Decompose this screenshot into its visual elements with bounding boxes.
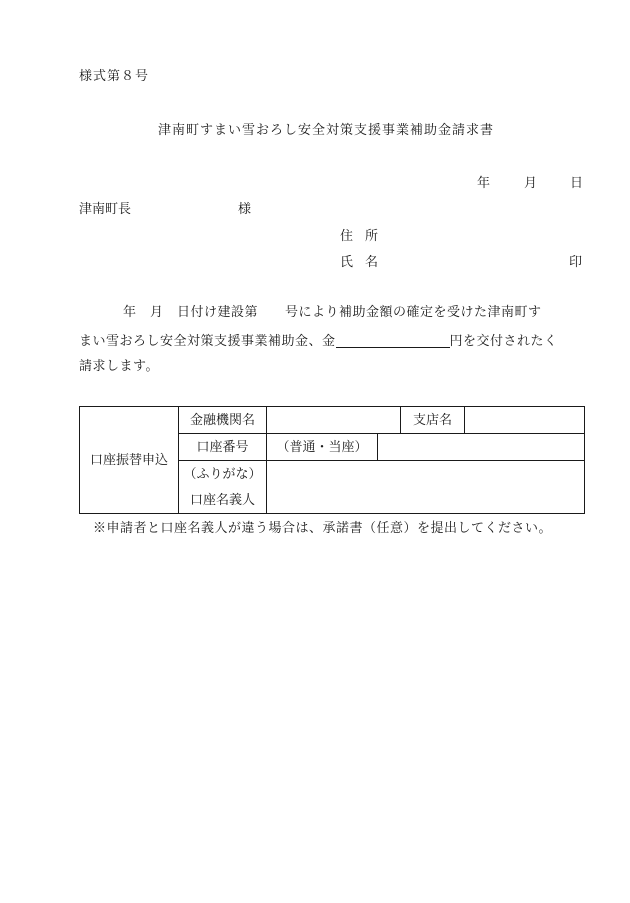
applicant-address-label: 住所 bbox=[340, 229, 391, 244]
account-holder-label-cell bbox=[179, 487, 267, 514]
request-body-line-2 bbox=[79, 334, 584, 348]
date-year-label: 年 bbox=[477, 176, 491, 191]
account-number-input-cell[interactable] bbox=[378, 434, 585, 461]
seal-mark: 印 bbox=[569, 255, 583, 270]
furigana-label: （ふりがな） bbox=[183, 466, 262, 482]
account-type-cell bbox=[267, 434, 378, 461]
institution-input-cell[interactable] bbox=[267, 407, 401, 434]
addressee-honorific: 様 bbox=[238, 202, 252, 217]
request-body-line-3: 請求します。 bbox=[79, 359, 159, 374]
bank-section-label: 口座振替申込 bbox=[89, 452, 168, 468]
document-title: 津南町すまい雪おろし安全対策支援事業補助金請求書 bbox=[158, 123, 495, 138]
bank-section-label-cell bbox=[80, 407, 179, 514]
request-body-line-1-text: 年 月 日付け建設第 号により補助金額の確定を受けた津南町す bbox=[123, 305, 542, 320]
addressee-name: 津南町長 bbox=[79, 202, 132, 217]
account-holder-input-cell[interactable] bbox=[267, 461, 585, 514]
footnote: ※申請者と口座名義人が違う場合は、承諾書（任意）を提出してください。 bbox=[93, 521, 553, 536]
date-day-label: 日 bbox=[570, 176, 584, 191]
branch-label-cell bbox=[401, 407, 465, 434]
account-number-label-cell bbox=[179, 434, 267, 461]
applicant-name-label: 氏名 bbox=[340, 255, 391, 270]
date-month-label: 月 bbox=[524, 176, 538, 191]
account-number-label: 口座番号 bbox=[196, 439, 249, 455]
institution-label-cell bbox=[179, 407, 267, 434]
institution-label: 金融機関名 bbox=[189, 412, 255, 428]
branch-label: 支店名 bbox=[412, 412, 452, 428]
account-type-label: （普通・当座） bbox=[276, 439, 368, 455]
branch-input-cell[interactable] bbox=[465, 407, 585, 434]
furigana-label-cell bbox=[179, 461, 267, 488]
form-number: 様式第８号 bbox=[79, 69, 150, 84]
amount-blank-field[interactable] bbox=[336, 334, 450, 348]
request-body-line-2-suffix: 円を交付されたく bbox=[449, 334, 558, 349]
bank-transfer-table bbox=[79, 406, 585, 514]
request-body-line-2-prefix: まい雪おろし安全対策支援事業補助金、金 bbox=[79, 334, 336, 349]
request-body-line-1 bbox=[79, 306, 584, 319]
account-holder-label: 口座名義人 bbox=[189, 492, 255, 508]
